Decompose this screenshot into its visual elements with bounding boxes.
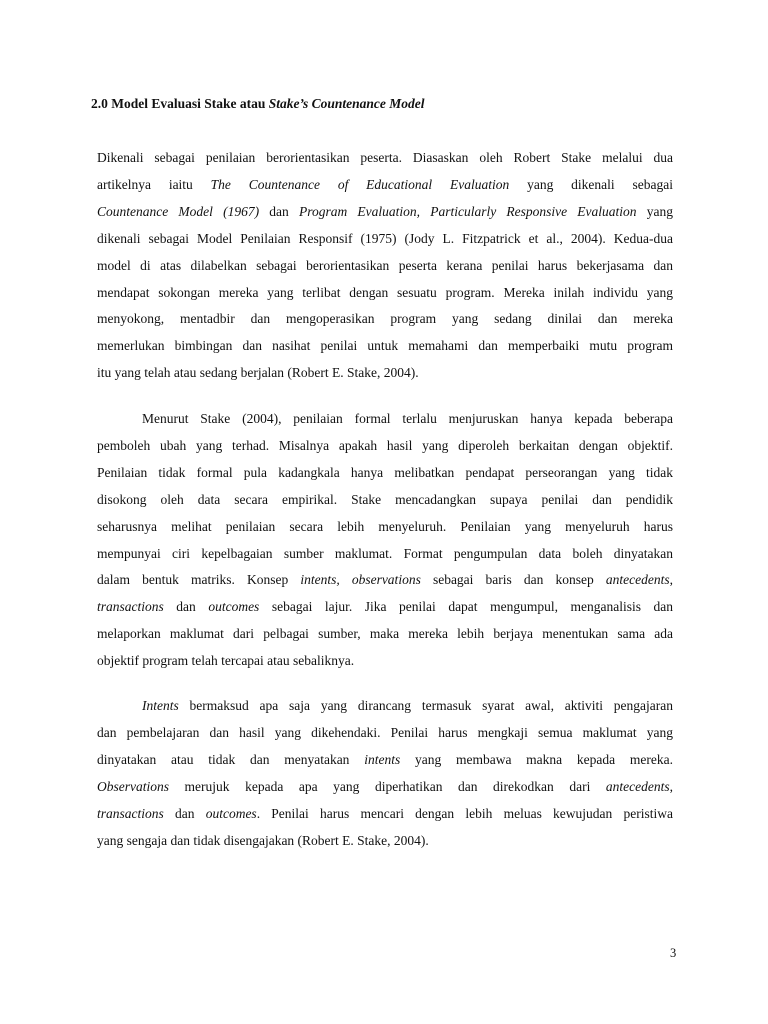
paragraph-line [97,567,673,594]
text-run: , [669,778,673,794]
paragraph-line: Menurut Stake (2004), penilaian formal terlalu menjuruskan hanya kepada beberapa [142,411,673,426]
paragraph-line: dikenali sebagai Model Penilaian Responsif (1975) (Jody L. Fitzpatrick et al., 2004). Kedua-dua [97,230,673,246]
paragraph-line [97,199,673,226]
italic-text-run: transactions [97,805,164,821]
paragraph-1 [97,145,673,387]
italic-text-run: outcomes [208,599,260,615]
paragraph-line: Penilaian tidak formal pula kadangkala hanya melibatkan pendapat perseorangan yang tidak [97,464,673,480]
italic-text-run: intents [364,751,401,767]
text-run: yang membawa makna kepada mereka. [400,751,674,767]
paragraph-line [97,172,673,199]
italic-text-run: Intents [142,698,179,713]
paragraph-line [97,801,673,828]
text-run: dan [163,599,209,615]
paragraph-line [97,693,673,720]
paragraph-line: seharusnya melihat penilaian secara lebih menyeluruh. Penilaian yang menyeluruh harus [97,518,673,534]
italic-text-run: Countenance Model (1967) [97,203,260,219]
paragraph-line: dan pembelajaran dan hasil yang dikehendaki. Penilai harus mengkaji semua maklumat yang [97,724,673,740]
text-run: yang [636,203,673,219]
italic-text-run: antecedents [605,778,670,794]
text-run: sebagai baris dan konsep [420,572,606,588]
paragraph-line: model di atas dilabelkan sebagai berorientasikan peserta kerana penilai harus bekerjasama dan [97,257,673,273]
text-run: sebagai lajur. Jika penilai dapat mengumpul, menganalisis dan [259,599,673,615]
text-run: dinyatakan atau tidak dan menyatakan [97,751,365,767]
paragraph-line: menyokong, mentadbir dan mengoperasikan program yang sedang dinilai dan mereka [97,311,673,327]
text-run: dan [163,805,206,821]
text-run: merujuk kepada apa yang diperhatikan dan direkodkan dari [169,778,606,794]
heading-plain-text: 2.0 Model Evaluasi Stake atau [91,96,269,111]
text-run: dan [259,203,299,219]
paragraph-line: disokong oleh data secara empirikal. Stake mencadangkan supaya penilai dan pendidik [97,491,673,507]
text-run: bermaksud apa saja yang dirancang termasuk syarat awal, aktiviti pengajaran [178,698,673,713]
italic-text-run: antecedents [605,572,670,588]
paragraph-line: mempunyai ciri kepelbagaian sumber maklumat. Format pengumpulan data boleh dinyatakan [97,545,673,561]
paragraph-line [97,747,673,774]
paragraph-line [97,594,673,621]
italic-text-run: intents, observations [300,572,421,588]
paragraph-line: itu yang telah atau sedang berjalan (Robert E. Stake, 2004). [97,365,419,381]
paragraph-line [97,774,673,801]
paragraph-line: objektif program telah tercapai atau sebaliknya. [97,653,355,669]
text-run: artikelnya iaitu [97,176,211,192]
paragraph-line: yang sengaja dan tidak disengajakan (Robert E. Stake, 2004). [97,832,429,848]
paragraph-line: melaporkan maklumat dari pelbagai sumber, maka mereka lebih berjaya menentukan sama ada [97,626,673,642]
section-heading [91,96,425,112]
text-run: yang dikenali sebagai [509,176,673,192]
italic-text-run: The Countenance of Educational Evaluation [210,176,510,192]
paragraph-line: Dikenali sebagai penilaian berorientasikan peserta. Diasaskan oleh Robert Stake melalui dua [97,150,673,165]
text-run: , [669,572,673,588]
italic-text-run: transactions [97,599,164,615]
paragraph-2 [97,406,673,675]
text-run: . Penilai harus mencari dengan lebih meluas kewujudan peristiwa [256,805,673,821]
page-number: 3 [670,946,677,960]
text-run: dalam bentuk matriks. Konsep [97,572,301,588]
heading-italic-text: Stake’s Countenance Model [268,96,425,111]
italic-text-run: outcomes [205,805,257,821]
italic-text-run: Observations [97,778,169,794]
italic-text-run: Program Evaluation, Particularly Responsive Evaluation [298,203,637,219]
paragraph-line: mendapat sokongan mereka yang terlibat dengan sesuatu program. Mereka inilah individu yang [97,284,673,300]
paragraph-line: memerlukan bimbingan dan nasihat penilai untuk memahami dan memperbaiki mutu program [97,338,673,354]
paragraph-line: pemboleh ubah yang terhad. Misalnya apakah hasil yang diperoleh berkaitan dengan objektif. [97,437,673,453]
paragraph-3 [97,693,673,854]
